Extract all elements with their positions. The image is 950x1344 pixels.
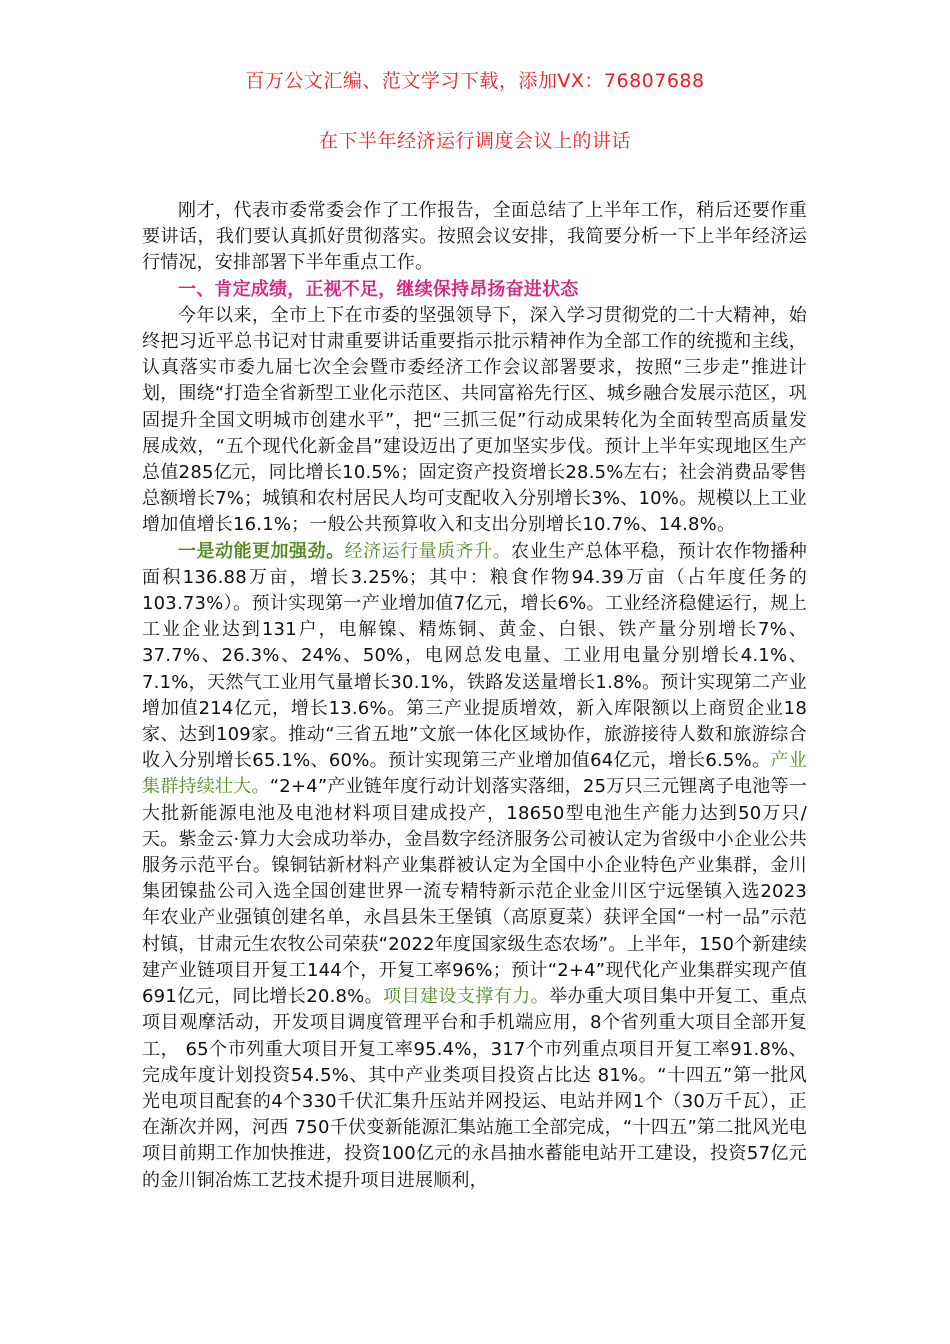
document-body xyxy=(142,198,807,1194)
section-heading-1: 一、肯定成绩，正视不足，继续保持昂扬奋进状态 xyxy=(178,278,579,300)
paragraph-lead-heading: 一是动能更加强劲。 xyxy=(178,540,345,562)
paragraph-text-economy: 农业生产总体平稳，预计农作物播种面积136.88万亩，增长3.25%；其中：粮食作物94.39万亩（占年度任务的103.73%）。预计实现第一产业增加值7亿元，增长6%。工业经济稳健运行，规上工业企业达到131户，电解镍、精炼铜、黄金、白银、铁产量分别增长7%、37.7%、26.3%、24%、50%，电网总发电量、工业用电量分别增长4.1%、 7.1%，天然气工业用气量增长30.1%，铁路发送量增长1.8%。预计实现第二产业增加值214亿元，增长13.6%。第三产业提质增效，新入库限额以上商贸企业18家、达到109家。推动“三省五地”文旅一体化区域协作，旅游接待人数和旅游综合收入分别增长65.1%、60%。预计实现第三产业增加值64亿元，增长6.5%。 xyxy=(142,540,807,772)
paragraph-text-project-construction: 举办重大项目集中开复工、重点项目观摩活动，开发项目调度管理平台和手机端应用，8个省列重大项目全部开复工， 65个市列重大项目开复工率95.4%，317个市列重点项目开复工率91.8%、完成年度计划投资54.5%、其中产业类项目投资占比达 81%。“十四五”第一批风光电项目配套的4个330千伏汇集升压站并网投运、电站并网1个（30万千瓦），正在渐次并网，河西 750千伏变新能源汇集站施工全部完成，“十四五”第二批风光电项目前期工作加快推进，投资100亿元的永昌抽水蓄能电站开工建设，投资57亿元的金川铜冶炼工艺技术提升项目进展顺利， xyxy=(142,986,807,1191)
intro-paragraph: 刚才，代表市委常委会作了工作报告，全面总结了上半年工作，稍后还要作重要讲话，我们要认真抓好贯彻落实。按照会议安排，我简要分析一下上半年经济运行情况，安排部署下半年重点工作。 xyxy=(142,200,807,274)
paragraph-overview: 今年以来，全市上下在市委的坚强领导下，深入学习贯彻党的二十大精神，始终把习近平总书记对甘肃重要讲话重要指示批示精神作为全部工作的统揽和主线，认真落实市委九届七次全会暨市委经济工作会议部署要求，按照“三步走”推进计划，围绕“打造全省新型工业化示范区、共同富裕先行区、城乡融合发展示范区，巩固提升全国文明城市创建水平”，把“三抓三促”行动成果转化为全面转型高质量发展成效，“五个现代化新金昌”建设迈出了更加坚实步伐。预计上半年实现地区生产总值285亿元，同比增长10.5%；固定资产投资增长28.5%左右；社会消费品零售总额增长7%；城镇和农村居民人均可支配收入分别增长3%、10%。规模以上工业增加值增长16.1%；一般公共预算收入和支出分别增长10.7%、14.8%。 xyxy=(142,304,807,536)
paragraph-text-industry-cluster: “2+4”产业链年度行动计划落实落细，25万只三元锂离子电池等一大批新能源电池及电池材料项目建成投产，18650型电池生产能力达到50万只/天。紫金云·算力大会成功举办，金昌数字经济服务公司被认定为省级中小企业公共服务示范平台。镍铜钴新材料产业集群被认定为全国中小企业特色产业集群，金川集团镍盐公司入选全国创建世界一流专精特新示范企业金川区宁远堡镇入选2023年农业产业强镇创建名单，永昌县朱王堡镇（高原夏菜）获评全国“一村一品”示范村镇，甘肃元生农牧公司荣获“2022年度国家级生态农场”。上半年，150个新建续建产业链项目开复工144个，开复工率96%；预计“2+4”现代化产业集群实现产值691亿元，同比增长20.8%。 xyxy=(142,776,807,1008)
document-title: 在下半年经济运行调度会议上的讲话 xyxy=(318,130,631,152)
subheading-economy: 经济运行量质齐升。 xyxy=(344,540,512,562)
subheading-project-construction: 项目建设支撑有力。 xyxy=(383,986,550,1008)
paragraph-momentum xyxy=(142,539,807,1194)
header-banner: 百万公文汇编、范文学习下载，添加VX：76807688 xyxy=(245,70,705,92)
subheading-industry-cluster: 产业集群持续壮大。 xyxy=(142,750,808,798)
